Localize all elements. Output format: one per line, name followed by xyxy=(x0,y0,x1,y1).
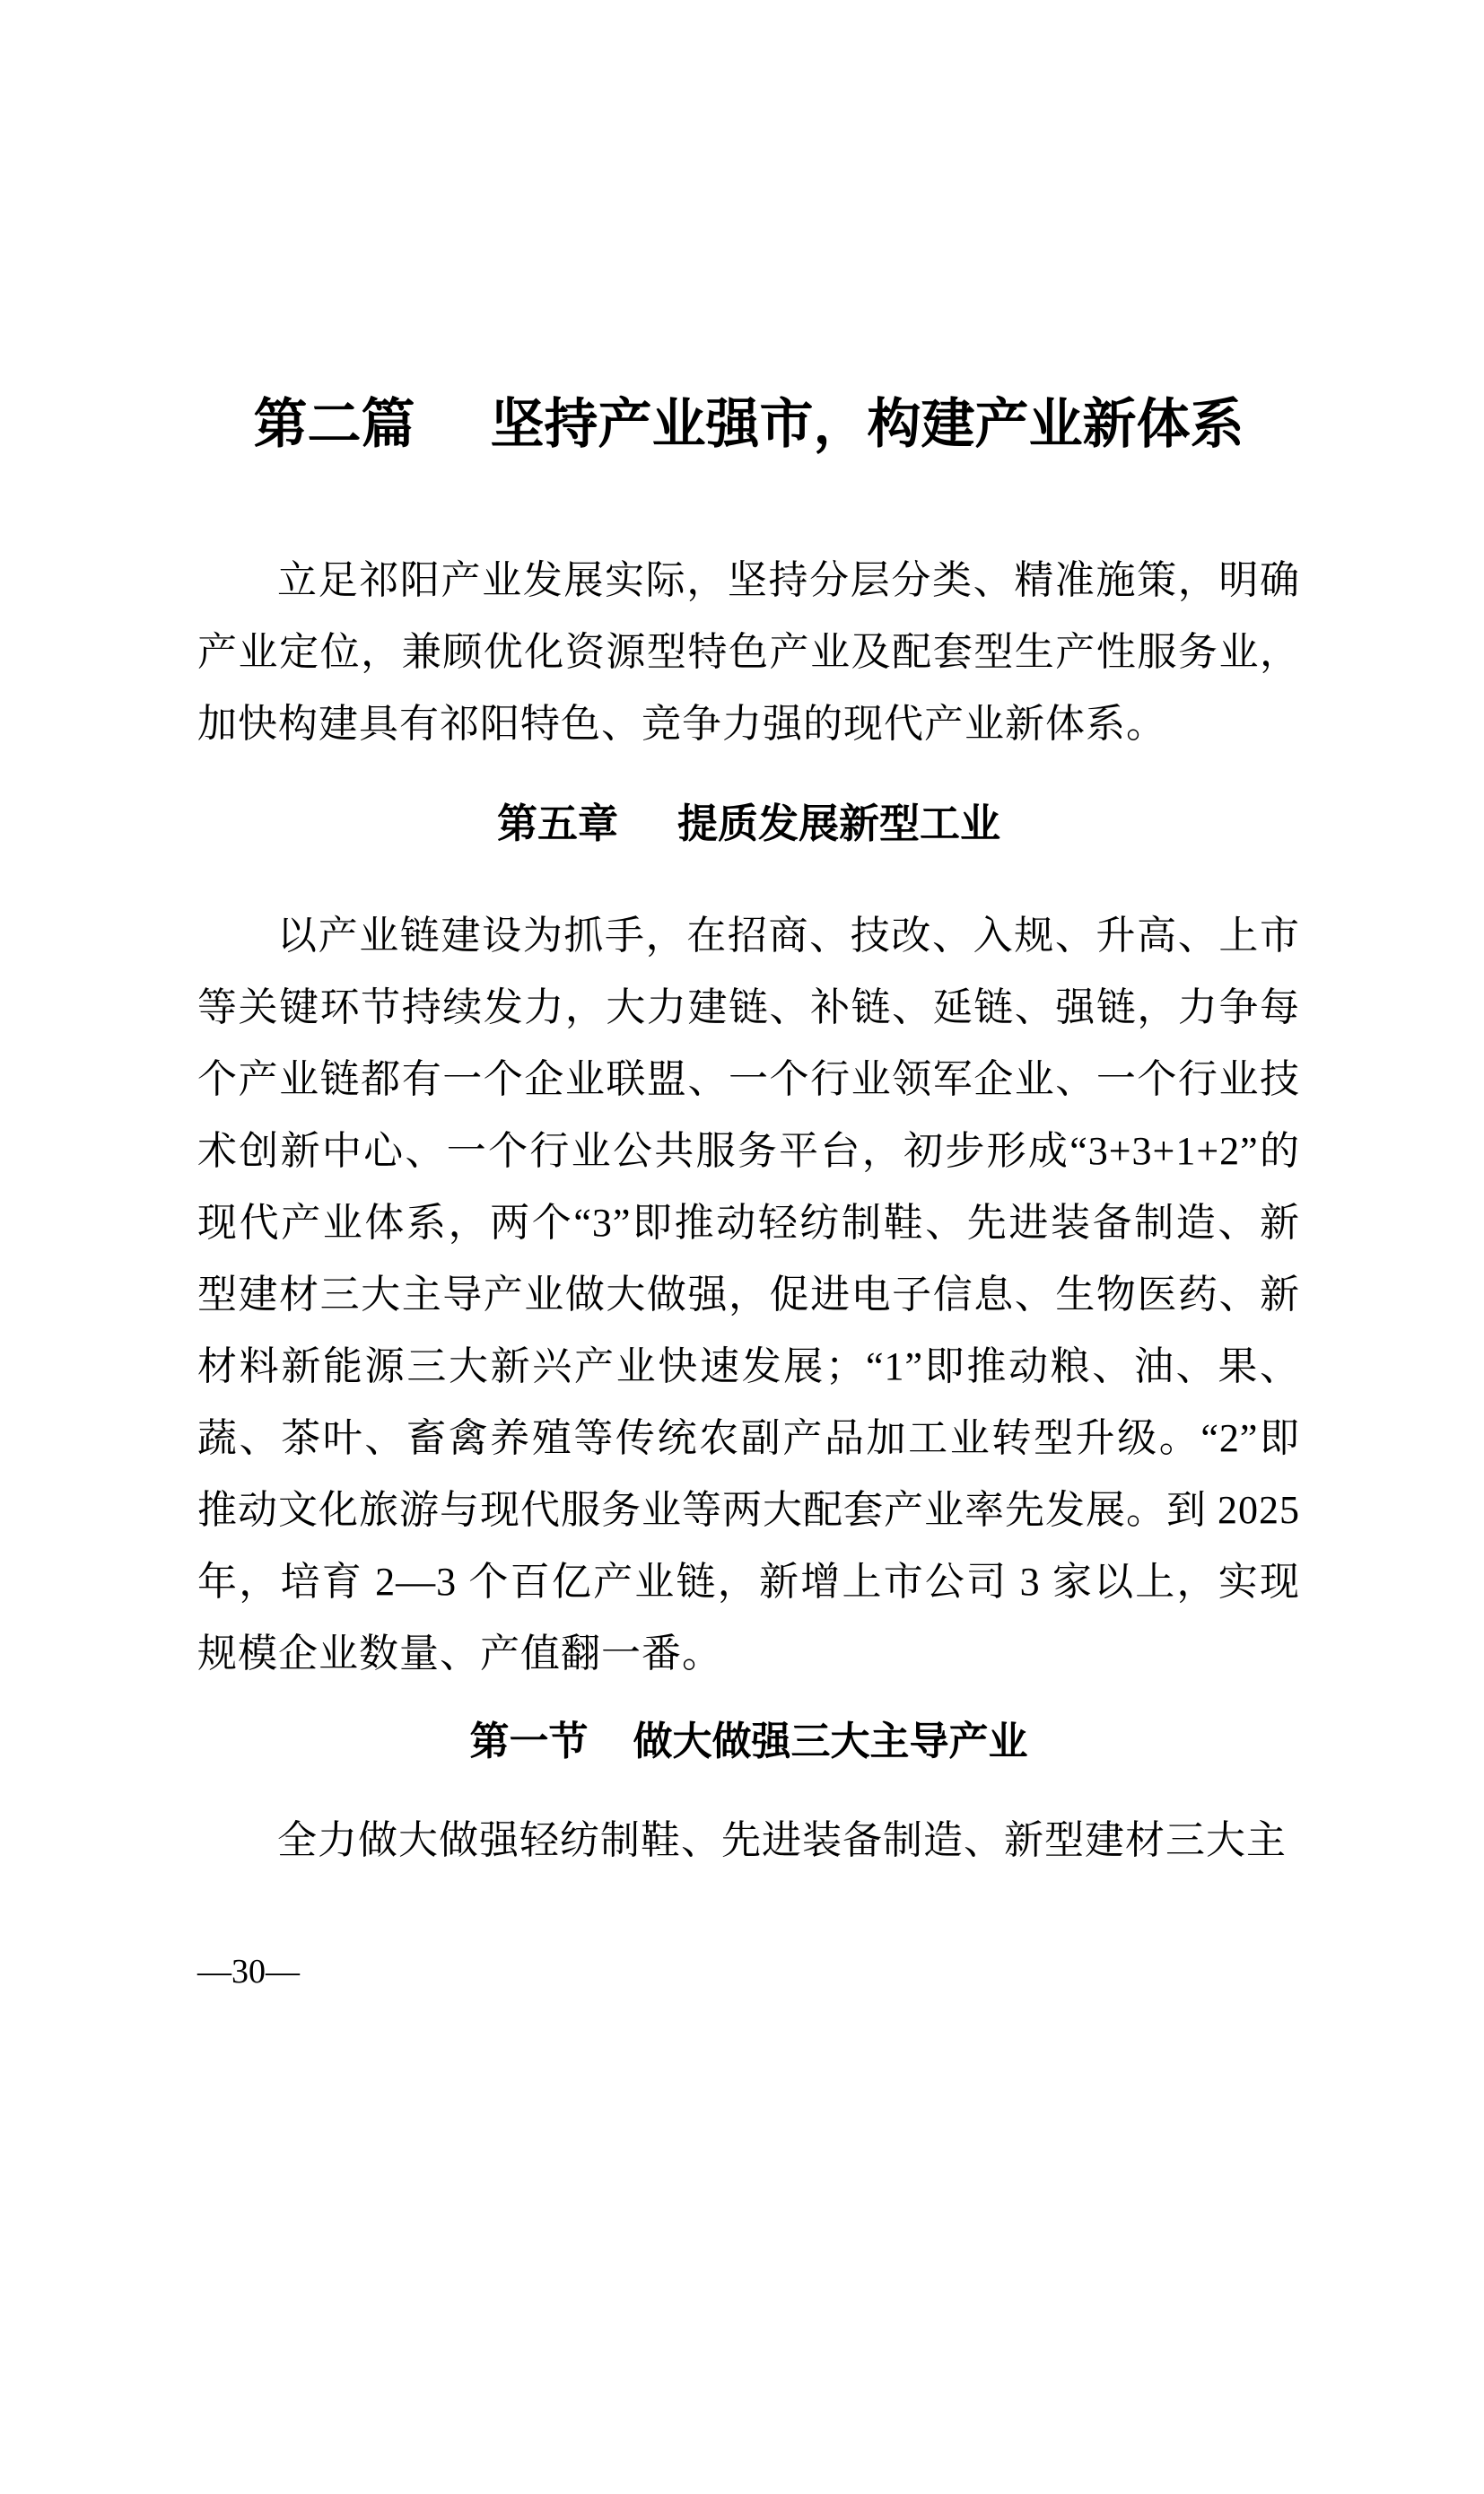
part-heading xyxy=(197,395,1300,454)
section-title: 做大做强三大主导产业 xyxy=(633,1720,1028,1763)
page-number: —30— xyxy=(197,1953,300,1991)
section-paragraph: 全力做大做强轻纺制鞋、先进装备制造、新型建材三大主 xyxy=(277,1818,1287,1862)
part-title: 坚持产业强市，构建产业新体系 xyxy=(490,395,1244,454)
section-heading xyxy=(197,1715,1300,1769)
chapter-number-label: 第五章 xyxy=(496,801,618,846)
chapter-paragraph: 以产业链建设为抓手，在招商、技改、入规、升高、上市等关键环节持续发力，大力建链、补链、延链、强链，力争每个产业链都有一个企业联盟、一个行业领军企业、一个行业技术创新中心、一个行业公共服务平台，初步形成“3+3+1+2”的现代产业体系，两个“3”即推动轻纺制鞋、先进装备制造、新型建材三大主导产业做大做强，促进电子信息、生物医药、新材料新能源三大新兴产业快速发展；“1”即推动粮、油、果、蔬、茶叶、畜禽养殖等传统农副产品加工业转型升级。“2”即推动文化旅游与现代服务业等两大配套产业率先发展。到 2025 年，培育 2—3 个百亿产业链，新增上市公司 3 家以上，实现规模企业数量、产值翻一番。 xyxy=(197,914,1300,1676)
document-page xyxy=(0,395,1484,2494)
intro-paragraph: 立足祁阳产业发展实际，坚持分层分类、精准施策，明确产业定位，兼顾优化资源型特色产业及配套型生产性服务业，加快构建具有祁阳特色、竞争力强的现代产业新体系。 xyxy=(197,558,1300,746)
chapter-heading xyxy=(197,796,1300,852)
part-number-label: 第二篇 xyxy=(253,395,415,454)
section-number-label: 第一节 xyxy=(469,1720,589,1763)
chapter-title: 提质发展新型工业 xyxy=(677,801,1001,846)
